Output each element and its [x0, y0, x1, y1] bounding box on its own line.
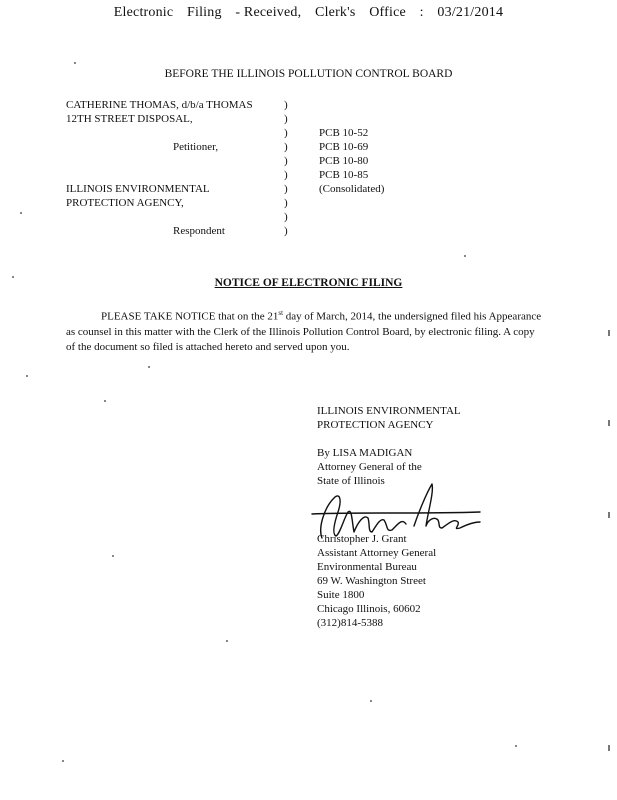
attorney-title: Assistant Attorney General	[317, 547, 437, 559]
header-date: 03/21/2014	[437, 5, 504, 20]
ag-line1: Attorney General of the	[317, 461, 422, 473]
respondent-name-line2: PROTECTION AGENCY,	[66, 197, 184, 209]
header-received: - Received,	[235, 5, 302, 20]
scan-speck	[62, 760, 64, 762]
scan-speck	[608, 330, 610, 336]
scan-speck	[226, 640, 228, 642]
petitioner-name-line1: CATHERINE THOMAS, d/b/a THOMAS	[66, 99, 253, 111]
paren: )	[284, 113, 288, 125]
scan-speck	[12, 276, 14, 278]
phone-number: (312)814-5388	[317, 617, 383, 629]
notice-body-rest: day of March, 2014, the undersigned filed his Appearance as counsel in this matter with the Clerk of the Illinois Pollution Control Board, by electronic filing. A copy of the document so filed is attached hereto and served upon you.	[66, 310, 542, 353]
paren: )	[284, 99, 288, 111]
paren: )	[284, 127, 288, 139]
paren: )	[284, 225, 288, 237]
header-electronic: Electronic	[113, 5, 174, 20]
paren: )	[284, 155, 288, 167]
street-address: 69 W. Washington Street	[317, 575, 426, 587]
notice-title: NOTICE OF ELECTRONIC FILING	[214, 277, 403, 289]
by-line: By LISA MADIGAN	[317, 447, 413, 459]
notice-body	[66, 306, 546, 355]
signature-stroke-tail	[414, 484, 480, 529]
header-filing: Filing	[187, 5, 222, 20]
notice-body-sup: st	[278, 309, 284, 317]
filing-header	[0, 5, 617, 21]
scan-speck	[20, 212, 22, 214]
scan-speck	[112, 555, 114, 557]
scan-speck	[104, 400, 106, 402]
scan-speck	[608, 420, 610, 426]
case-number: PCB 10-80	[319, 155, 369, 167]
agency-line1: ILLINOIS ENVIRONMENTAL	[317, 405, 461, 417]
scan-speck	[74, 62, 76, 64]
scan-speck	[608, 512, 610, 518]
notice-body-start: PLEASE TAKE NOTICE that on the 21	[101, 310, 279, 323]
petitioner-label: Petitioner,	[173, 141, 219, 153]
respondent-name-line1: ILLINOIS ENVIRONMENTAL	[66, 183, 210, 195]
paren: )	[284, 141, 288, 153]
respondent-label: Respondent	[173, 225, 225, 237]
header-office: Office	[369, 5, 406, 20]
ag-line2: State of Illinois	[317, 475, 385, 487]
petitioner-name-line2: 12TH STREET DISPOSAL,	[66, 113, 193, 125]
scan-speck	[26, 375, 28, 377]
suite: Suite 1800	[317, 589, 365, 601]
city-state-zip: Chicago Illinois, 60602	[317, 603, 421, 615]
header-clerks: Clerk's	[315, 5, 356, 20]
case-number: PCB 10-85	[319, 169, 369, 181]
consolidated-label: (Consolidated)	[319, 183, 385, 195]
scan-speck	[464, 255, 466, 257]
bureau: Environmental Bureau	[317, 561, 417, 573]
scan-speck	[608, 745, 610, 751]
paren: )	[284, 197, 288, 209]
paren: )	[284, 183, 288, 195]
case-number: PCB 10-69	[319, 141, 369, 153]
scan-speck	[148, 366, 150, 368]
paren: )	[284, 169, 288, 181]
scan-speck	[515, 745, 517, 747]
header-colon: :	[419, 5, 424, 20]
paren: )	[284, 211, 288, 223]
scan-speck	[370, 700, 372, 702]
attorney-name: Christopher J. Grant	[317, 533, 407, 545]
case-number: PCB 10-52	[319, 127, 369, 139]
agency-line2: PROTECTION AGENCY	[317, 419, 434, 431]
board-title: BEFORE THE ILLINOIS POLLUTION CONTROL BOARD	[164, 68, 453, 80]
